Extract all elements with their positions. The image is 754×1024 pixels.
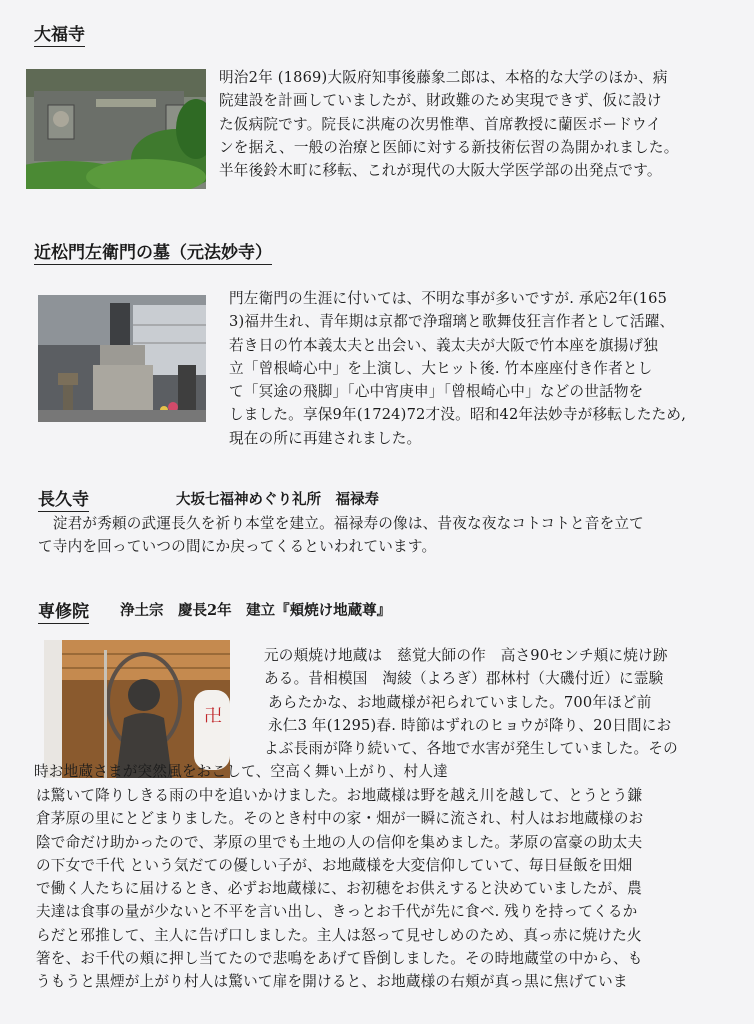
chikamatsu-grave-text: 門左衛門の生涯に付いては、不明な事が多いですが. 承応2年(165 3)福井生れ、青年期は京都で浄瑠璃と歌舞伎狂言作者として活躍、 若き日の竹本義太夫と出会い、義太夫が大阪で竹本座を旗揚げ独 立「曾根崎心中」を上演し、大ヒット後. 竹本座座付き作者とし て「冥途の飛脚」「心中宵庚申」「曾根崎心中」などの世話物を しました。享保9年(1724)72才没。昭和42年法妙寺が移転したため, 現在の所に再建されました。 xyxy=(229,290,687,447)
chokyuji-text: 淀君が秀頼の武運長久を祈り本堂を建立。福禄寿の像は、昔夜な夜なコトコトと音を立て て寺内を回っていつの間にか戻ってくるといわれています。 xyxy=(38,515,644,556)
jizo-statue-photo xyxy=(44,640,230,778)
daifukuji-text: 明治2年 (1869)大阪府知事後藤象二郎は、本格的な大学のほか、病 院建設を計画していましたが、財政難のため実現できず、仮に設け た仮病院です。院長に洪庵の次男惟準、首席教授に蘭医ボードウイ ンを据え、一般の治療と医師に対する新技術伝習の為開かれました。 半年後鈴木町に移転、これが現代の大阪大学医学部の出発点です。 xyxy=(219,69,679,180)
chikamatsu-grave-photo xyxy=(38,295,206,422)
chokyuji-subtitle: 大坂七福神めぐり礼所 福禄寿 xyxy=(176,491,379,508)
section-title-daifukuji: 大福寺 xyxy=(34,25,85,45)
section-title-senshuin: 専修院 xyxy=(38,602,89,622)
senshuin-subtitle: 浄土宗 慶長2年 建立『頬焼け地蔵尊』 xyxy=(120,602,392,619)
senshuin-text-wrapped: 元の頬焼け地蔵は 慈覚大師の作 高さ90センチ頬に焼け跡 ある。昔相模国 淘綾（よろぎ）郡林村（大磯付近）に霊験 あらたかな、お地蔵様が祀られていました。700年ほど前 永仁3 年(1295)春. 時節はずれのヒョウが降り、20日間にお よぶ長雨が降り続いて、各地で水害が発生していました。その 時お地蔵さまが突然風をおこして、空高く舞い上がり、村人達 xyxy=(34,647,678,781)
section-title-chokyuji: 長久寺 xyxy=(38,490,89,510)
svg-text:卍: 卍 xyxy=(204,706,222,727)
daifukuji-monument-photo xyxy=(26,69,206,189)
senshuin-text-full: は驚いて降りしきる雨の中を追いかけました。お地蔵様は野を越え川を越して、とうとう鎌 倉茅原の里にとどまりました。そのとき村中の家・畑が一瞬に流され、村人はお地蔵様のお 陰で命だけ助かったので、茅原の里でも土地の人の信仰を集めました。茅原の富豪の助太夫 の下女で千代 という気だての優しい子が、お地蔵様を大変信仰していて、毎日昼飯を田畑 で働く人たちに届けるとき、必ずお地蔵様に、お初穂をお供えすると決めていましたが、農 夫達は食事の量が少ないと不平を言い出し、きっとお千代が先に食べ. 残りを持ってくるか らだと邪推して、主人に告げ口しました。主人は怒って見せしめのため、真っ赤に焼けた火 箸を、お千代の頬に押し当てたので悲鳴をあげて昏倒しました。その時地蔵堂の中から、も うもうと黒煙が上がり村人は驚いて扉を開けると、お地蔵様の右頬が真っ黒に焦げていま xyxy=(36,787,644,991)
section-title-chikamatsu-grave: 近松門左衛門の墓（元法妙寺） xyxy=(34,243,272,263)
